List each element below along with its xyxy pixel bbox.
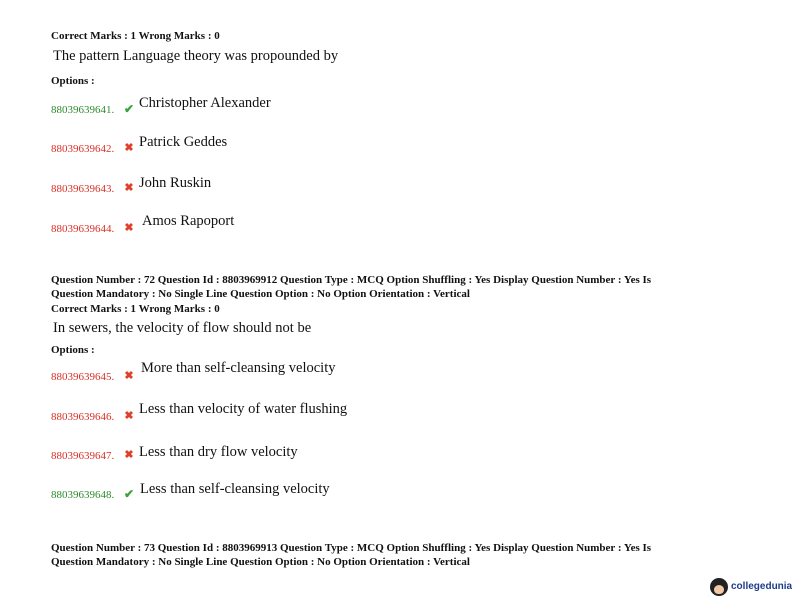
q72-header-line2: Question Mandatory : No Single Line Question Option : No Option Orientation : Vertical: [51, 288, 470, 300]
option-id: 88039639646.: [51, 411, 115, 423]
q71-marks: Correct Marks : 1 Wrong Marks : 0: [51, 30, 220, 42]
q72-marks: Correct Marks : 1 Wrong Marks : 0: [51, 303, 220, 315]
option-id: 88039639642.: [51, 143, 115, 155]
option-id: 88039639643.: [51, 183, 115, 195]
option-id: 88039639645.: [51, 371, 115, 383]
cross-icon: ✖: [124, 410, 134, 422]
q71-options-label: Options :: [51, 75, 95, 87]
check-icon: ✔: [123, 487, 135, 501]
q72-header-line1: Question Number : 72 Question Id : 8803969912 Question Type : MCQ Option Shuffling : Yes Display Question Number : Yes Is: [51, 274, 652, 286]
logo-name: collegedunia: [731, 581, 792, 592]
q73-header-line1: Question Number : 73 Question Id : 8803969913 Question Type : MCQ Option Shuffling : Yes Display Question Number : Yes Is: [51, 542, 652, 554]
cross-icon: ✖: [124, 222, 134, 234]
mascot-icon: [710, 578, 728, 596]
option-id: 88039639644.: [51, 223, 115, 235]
option-id: 88039639641.: [51, 104, 115, 116]
cross-icon: ✖: [124, 449, 134, 461]
option-text: Less than self-cleansing velocity: [140, 481, 330, 497]
q71-question-text: The pattern Language theory was propounded by: [53, 48, 339, 64]
option-text: More than self-cleansing velocity: [141, 360, 336, 376]
cross-icon: ✖: [124, 370, 134, 382]
option-text: Christopher Alexander: [139, 95, 271, 111]
option-id: 88039639647.: [51, 450, 115, 462]
option-text: Amos Rapoport: [142, 213, 235, 229]
option-text: Less than dry flow velocity: [139, 444, 298, 460]
option-text: John Ruskin: [139, 175, 212, 191]
check-icon: ✔: [123, 102, 135, 116]
cross-icon: ✖: [124, 142, 134, 154]
q72-options-label: Options :: [51, 344, 95, 356]
q73-header-line2: Question Mandatory : No Single Line Question Option : No Option Orientation : Vertical: [51, 556, 470, 568]
q72-question-text: In sewers, the velocity of flow should not be: [53, 320, 312, 336]
option-text: Less than velocity of water flushing: [139, 401, 348, 417]
option-id: 88039639648.: [51, 489, 115, 501]
cross-icon: ✖: [124, 182, 134, 194]
option-text: Patrick Geddes: [139, 134, 228, 150]
collegedunia-logo[interactable]: [710, 578, 792, 596]
